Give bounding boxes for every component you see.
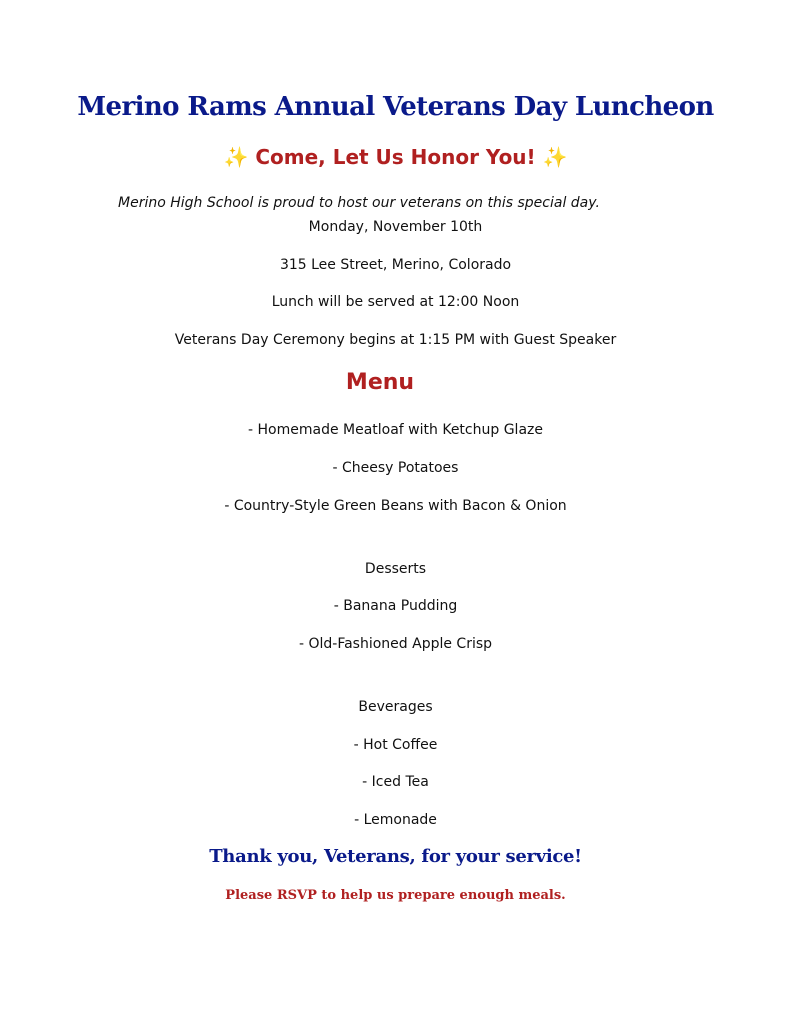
beverage-item: - Lemonade bbox=[354, 812, 437, 828]
subtitle-text: Come, Let Us Honor You! bbox=[255, 145, 536, 169]
sparkle-right-icon: ✨ bbox=[542, 145, 568, 169]
desserts-heading: Desserts bbox=[364, 561, 427, 577]
beverage-item: - Hot Coffee bbox=[353, 737, 438, 753]
intro-text: Merino High School is proud to host our veterans on this special day. bbox=[118, 195, 600, 211]
lunch-time: Lunch will be served at 12:00 Noon bbox=[271, 294, 520, 310]
dessert-item: - Old-Fashioned Apple Crisp bbox=[298, 636, 493, 652]
ceremony-info: Veterans Day Ceremony begins at 1:15 PM with Guest Speaker bbox=[174, 332, 617, 348]
beverage-item: - Iced Tea bbox=[362, 774, 429, 790]
thanks-message: Thank you, Veterans, for your service! bbox=[209, 846, 582, 867]
menu-item: - Cheesy Potatoes bbox=[332, 460, 459, 476]
dessert-item: - Banana Pudding bbox=[333, 598, 458, 614]
event-address: 315 Lee Street, Merino, Colorado bbox=[279, 257, 512, 273]
subtitle bbox=[0, 145, 791, 169]
sparkle-left-icon: ✨ bbox=[223, 145, 249, 169]
beverages-heading: Beverages bbox=[358, 699, 433, 715]
menu-item: - Country-Style Green Beans with Bacon & Onion bbox=[224, 498, 567, 514]
rsvp-note: Please RSVP to help us prepare enough meals. bbox=[225, 888, 566, 903]
event-date: Monday, November 10th bbox=[308, 219, 483, 235]
page-title: Merino Rams Annual Veterans Day Luncheon bbox=[77, 92, 714, 122]
menu-item: - Homemade Meatloaf with Ketchup Glaze bbox=[248, 422, 543, 438]
menu-heading: Menu bbox=[345, 370, 415, 395]
